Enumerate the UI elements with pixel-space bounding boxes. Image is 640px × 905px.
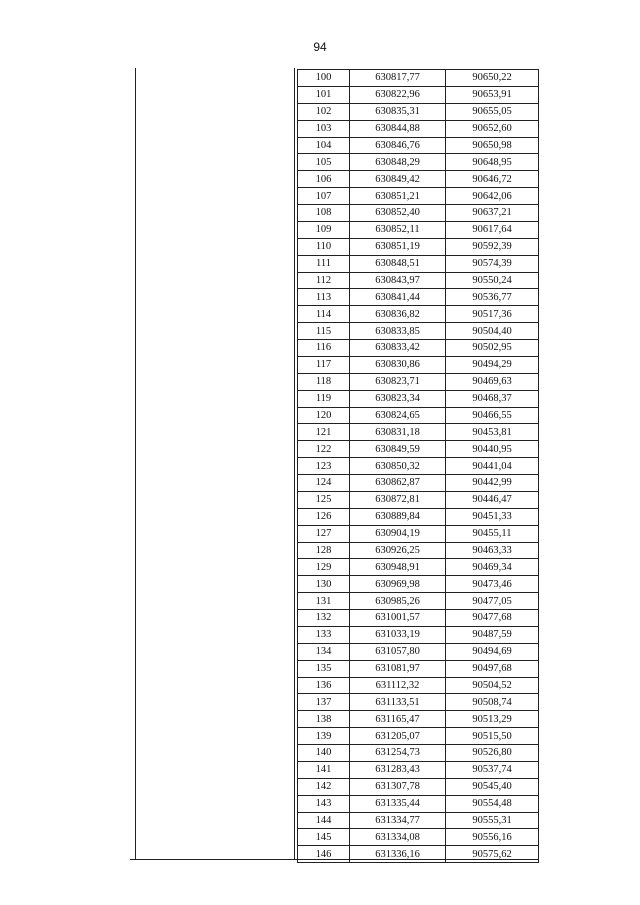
y-coordinate-cell: 90504,52 [446, 677, 539, 694]
point-number-cell: 125 [298, 491, 350, 508]
y-coordinate-cell: 90440,95 [446, 441, 539, 458]
table-row [298, 390, 539, 407]
table-row [298, 559, 539, 576]
point-number-cell: 102 [298, 103, 350, 120]
point-number-cell: 146 [298, 846, 350, 863]
table-row [298, 441, 539, 458]
y-coordinate-cell: 90504,40 [446, 323, 539, 340]
y-coordinate-cell: 90441,04 [446, 458, 539, 475]
x-coordinate-cell: 630948,91 [350, 559, 446, 576]
point-number-cell: 114 [298, 306, 350, 323]
point-number-cell: 145 [298, 829, 350, 846]
table-row [298, 491, 539, 508]
table-row [298, 458, 539, 475]
x-coordinate-cell: 630848,51 [350, 255, 446, 272]
y-coordinate-cell: 90637,21 [446, 205, 539, 222]
x-coordinate-cell: 631334,77 [350, 812, 446, 829]
y-coordinate-cell: 90487,59 [446, 626, 539, 643]
y-coordinate-cell: 90497,68 [446, 660, 539, 677]
point-number-cell: 140 [298, 745, 350, 762]
x-coordinate-cell: 630833,42 [350, 340, 446, 357]
x-coordinate-cell: 630985,26 [350, 593, 446, 610]
table-row [298, 745, 539, 762]
y-coordinate-cell: 90650,98 [446, 137, 539, 154]
y-coordinate-cell: 90653,91 [446, 86, 539, 103]
coordinates-table-body [298, 70, 539, 863]
y-coordinate-cell: 90642,06 [446, 188, 539, 205]
y-coordinate-cell: 90526,80 [446, 745, 539, 762]
point-number-cell: 124 [298, 475, 350, 492]
table-row [298, 289, 539, 306]
x-coordinate-cell: 631112,32 [350, 677, 446, 694]
x-coordinate-cell: 631335,44 [350, 795, 446, 812]
point-number-cell: 129 [298, 559, 350, 576]
point-number-cell: 100 [298, 70, 350, 87]
x-coordinate-cell: 631033,19 [350, 626, 446, 643]
x-coordinate-cell: 631133,51 [350, 694, 446, 711]
point-number-cell: 128 [298, 542, 350, 559]
point-number-cell: 103 [298, 120, 350, 137]
point-number-cell: 101 [298, 86, 350, 103]
y-coordinate-cell: 90554,48 [446, 795, 539, 812]
y-coordinate-cell: 90648,95 [446, 154, 539, 171]
merged-description-cell [135, 68, 295, 859]
y-coordinate-cell: 90442,99 [446, 475, 539, 492]
point-number-cell: 135 [298, 660, 350, 677]
x-coordinate-cell: 631334,08 [350, 829, 446, 846]
x-coordinate-cell: 630844,88 [350, 120, 446, 137]
point-number-cell: 109 [298, 221, 350, 238]
y-coordinate-cell: 90555,31 [446, 812, 539, 829]
point-number-cell: 123 [298, 458, 350, 475]
y-coordinate-cell: 90515,50 [446, 728, 539, 745]
y-coordinate-cell: 90468,37 [446, 390, 539, 407]
point-number-cell: 141 [298, 761, 350, 778]
table-row [298, 576, 539, 593]
point-number-cell: 134 [298, 643, 350, 660]
y-coordinate-cell: 90466,55 [446, 407, 539, 424]
table-row [298, 255, 539, 272]
x-coordinate-cell: 630852,40 [350, 205, 446, 222]
x-coordinate-cell: 631165,47 [350, 711, 446, 728]
point-number-cell: 142 [298, 778, 350, 795]
point-number-cell: 133 [298, 626, 350, 643]
point-number-cell: 143 [298, 795, 350, 812]
table-row [298, 677, 539, 694]
table-row [298, 812, 539, 829]
x-coordinate-cell: 630889,84 [350, 508, 446, 525]
x-coordinate-cell: 631336,16 [350, 846, 446, 863]
y-coordinate-cell: 90469,34 [446, 559, 539, 576]
x-coordinate-cell: 631205,07 [350, 728, 446, 745]
point-number-cell: 104 [298, 137, 350, 154]
point-number-cell: 130 [298, 576, 350, 593]
y-coordinate-cell: 90455,11 [446, 525, 539, 542]
x-coordinate-cell: 630846,76 [350, 137, 446, 154]
point-number-cell: 110 [298, 238, 350, 255]
table-row [298, 525, 539, 542]
x-coordinate-cell: 630823,71 [350, 373, 446, 390]
x-coordinate-cell: 631057,80 [350, 643, 446, 660]
y-coordinate-cell: 90536,77 [446, 289, 539, 306]
x-coordinate-cell: 630817,77 [350, 70, 446, 87]
table-row [298, 694, 539, 711]
y-coordinate-cell: 90592,39 [446, 238, 539, 255]
x-coordinate-cell: 630823,34 [350, 390, 446, 407]
y-coordinate-cell: 90477,68 [446, 610, 539, 627]
table-row [298, 373, 539, 390]
bottom-rule [130, 859, 538, 860]
y-coordinate-cell: 90494,29 [446, 356, 539, 373]
x-coordinate-cell: 630841,44 [350, 289, 446, 306]
table-row [298, 610, 539, 627]
table-row [298, 154, 539, 171]
x-coordinate-cell: 630872,81 [350, 491, 446, 508]
table-row [298, 795, 539, 812]
table-row [298, 829, 539, 846]
y-coordinate-cell: 90545,40 [446, 778, 539, 795]
point-number-cell: 144 [298, 812, 350, 829]
table-row [298, 238, 539, 255]
table-row [298, 626, 539, 643]
table-row [298, 407, 539, 424]
x-coordinate-cell: 631081,97 [350, 660, 446, 677]
point-number-cell: 139 [298, 728, 350, 745]
table-row [298, 424, 539, 441]
point-number-cell: 113 [298, 289, 350, 306]
table-row [298, 86, 539, 103]
table-row [298, 643, 539, 660]
page-number: 94 [313, 40, 327, 54]
x-coordinate-cell: 630904,19 [350, 525, 446, 542]
table-row [298, 508, 539, 525]
table-row [298, 660, 539, 677]
point-number-cell: 118 [298, 373, 350, 390]
table-row [298, 306, 539, 323]
table-row [298, 761, 539, 778]
point-number-cell: 137 [298, 694, 350, 711]
y-coordinate-cell: 90508,74 [446, 694, 539, 711]
table-row [298, 711, 539, 728]
table-row [298, 205, 539, 222]
table-row [298, 120, 539, 137]
table-row [298, 137, 539, 154]
y-coordinate-cell: 90494,69 [446, 643, 539, 660]
x-coordinate-cell: 630824,65 [350, 407, 446, 424]
point-number-cell: 108 [298, 205, 350, 222]
x-coordinate-cell: 631254,73 [350, 745, 446, 762]
table-row [298, 340, 539, 357]
y-coordinate-cell: 90451,33 [446, 508, 539, 525]
table-row [298, 70, 539, 87]
x-coordinate-cell: 630852,11 [350, 221, 446, 238]
y-coordinate-cell: 90477,05 [446, 593, 539, 610]
point-number-cell: 138 [298, 711, 350, 728]
table-row [298, 103, 539, 120]
y-coordinate-cell: 90446,47 [446, 491, 539, 508]
y-coordinate-cell: 90550,24 [446, 272, 539, 289]
x-coordinate-cell: 630862,87 [350, 475, 446, 492]
x-coordinate-cell: 631283,43 [350, 761, 446, 778]
table-row [298, 542, 539, 559]
x-coordinate-cell: 630830,86 [350, 356, 446, 373]
x-coordinate-cell: 630833,85 [350, 323, 446, 340]
table-row [298, 171, 539, 188]
point-number-cell: 107 [298, 188, 350, 205]
point-number-cell: 127 [298, 525, 350, 542]
y-coordinate-cell: 90556,16 [446, 829, 539, 846]
y-coordinate-cell: 90453,81 [446, 424, 539, 441]
x-coordinate-cell: 630849,42 [350, 171, 446, 188]
y-coordinate-cell: 90646,72 [446, 171, 539, 188]
point-number-cell: 106 [298, 171, 350, 188]
y-coordinate-cell: 90513,29 [446, 711, 539, 728]
x-coordinate-cell: 630843,97 [350, 272, 446, 289]
point-number-cell: 132 [298, 610, 350, 627]
y-coordinate-cell: 90469,63 [446, 373, 539, 390]
point-number-cell: 111 [298, 255, 350, 272]
point-number-cell: 122 [298, 441, 350, 458]
point-number-cell: 105 [298, 154, 350, 171]
y-coordinate-cell: 90574,39 [446, 255, 539, 272]
point-number-cell: 115 [298, 323, 350, 340]
y-coordinate-cell: 90617,64 [446, 221, 539, 238]
point-number-cell: 117 [298, 356, 350, 373]
table-row [298, 272, 539, 289]
table-row [298, 593, 539, 610]
x-coordinate-cell: 630851,21 [350, 188, 446, 205]
x-coordinate-cell: 630849,59 [350, 441, 446, 458]
point-number-cell: 126 [298, 508, 350, 525]
x-coordinate-cell: 630850,32 [350, 458, 446, 475]
x-coordinate-cell: 630969,98 [350, 576, 446, 593]
point-number-cell: 116 [298, 340, 350, 357]
y-coordinate-cell: 90463,33 [446, 542, 539, 559]
table-row [298, 728, 539, 745]
point-number-cell: 121 [298, 424, 350, 441]
x-coordinate-cell: 630926,25 [350, 542, 446, 559]
y-coordinate-cell: 90502,95 [446, 340, 539, 357]
x-coordinate-cell: 630822,96 [350, 86, 446, 103]
y-coordinate-cell: 90650,22 [446, 70, 539, 87]
table-row [298, 475, 539, 492]
x-coordinate-cell: 630831,18 [350, 424, 446, 441]
x-coordinate-cell: 631307,78 [350, 778, 446, 795]
table-row [298, 323, 539, 340]
table-row [298, 356, 539, 373]
x-coordinate-cell: 630848,29 [350, 154, 446, 171]
x-coordinate-cell: 630836,82 [350, 306, 446, 323]
y-coordinate-cell: 90652,60 [446, 120, 539, 137]
point-number-cell: 112 [298, 272, 350, 289]
y-coordinate-cell: 90655,05 [446, 103, 539, 120]
point-number-cell: 131 [298, 593, 350, 610]
y-coordinate-cell: 90517,36 [446, 306, 539, 323]
x-coordinate-cell: 631001,57 [350, 610, 446, 627]
table-row [298, 846, 539, 863]
y-coordinate-cell: 90575,62 [446, 846, 539, 863]
coordinates-table [297, 69, 539, 863]
point-number-cell: 120 [298, 407, 350, 424]
y-coordinate-cell: 90537,74 [446, 761, 539, 778]
y-coordinate-cell: 90473,46 [446, 576, 539, 593]
x-coordinate-cell: 630851,19 [350, 238, 446, 255]
table-row [298, 221, 539, 238]
table-row [298, 778, 539, 795]
x-coordinate-cell: 630835,31 [350, 103, 446, 120]
table-row [298, 188, 539, 205]
point-number-cell: 119 [298, 390, 350, 407]
point-number-cell: 136 [298, 677, 350, 694]
